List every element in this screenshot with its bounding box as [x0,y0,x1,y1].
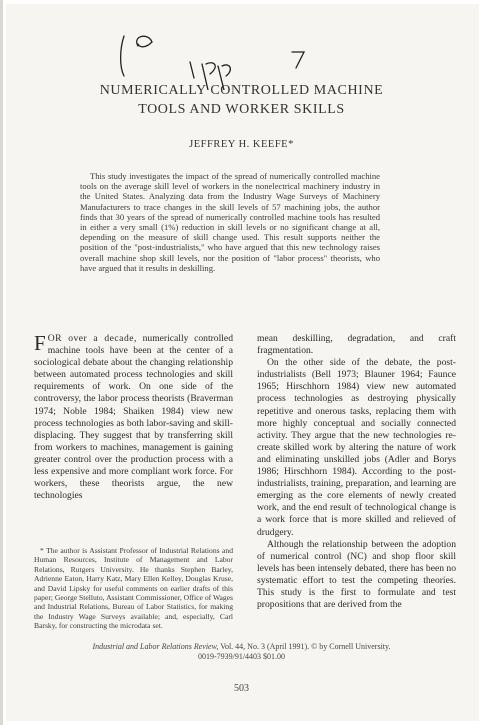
right-paragraph-3: Although the relationship between the adoption of numerical control (NC) and shop floor skill levels has been intensely debated, there has been no systematic effort to test the competing theories. This study is the first to formulate and test propositions that are derived from the [257,538,456,611]
page-number: 503 [234,683,249,694]
left-paragraph-text: numerically controlled machine tools have been at the center of a sociological debate about the changing relationship between automated process technologies and skill requirements of work. On one side of the controversy, the labor process theorists (Braverman 1974; Noble 1984; Shaiken 1984) view new process technologies as both labor-saving and skill-displacing. They suggest that by transferring skill from workers to machines, management is gaining greater control over the production process with a less expensive and more compliant work force. For workers, these theorists argue, the new technologies [34,333,233,502]
citation-volume: Vol. 44, No. 3 (April 1991). © by Cornell University. [220,642,391,651]
citation-line-2: 0019-7939/91/4403 $01.00 [197,652,286,661]
right-paragraph-2: On the other side of the debate, the post-industrialists (Bell 1973; Blauner 1964; Faunce 1965; Hirschhorn 1984) view new automated process technologies as destroying physically repetitive and onerous tasks, replacing them with more highly conceptual and socially connected activity. They argue that the new technologies re-create skilled work by altering the nature of work and eliminating unskilled jobs (Adler and Borys 1986; Hirschhorn 1984). According to the post-industrialists, training, preparation, and learning are emerging as the core elements of newly created work, and the end result of technological change is a work force that is more skilled and relieved of drudgery. [257,357,456,538]
drop-cap: F [34,331,46,355]
abstract-text: This study investigates the impact of the spread of numerically controlled machine tools on the average skill level of workers in the nonelectrical machinery industry in the United States. Analyzing data from the Industry Wage Surveys of Machinery Manufacturers to trace changes in the skill levels of 57 machining jobs, the author finds that 30 years of the spread of numerically controlled machine tools has resulted in either a very small (1%) reduction in skill levels or no significant change at all, depending on the measure of skill change used. This result supports neither the position of the "post-industrialists," who have argued that this new technology raises overall machine shop skill levels, nor the position of "labor process" theorists, who have argued that it results in deskilling. [80,171,380,273]
lead-in: OR over a decade, [47,333,137,344]
footnote-text: * The author is Assistant Professor of Industrial Relations and Human Resources, Institute of Management and Labor Relations, Rutgers University. He thanks Stephen Barley, Adrienne Eaton, Harry Katz, Mary Ellen Kelley, Douglas Kruse, and David Lipsky for useful comments on earlier drafts of this paper; George Stelluto, Assistant Commissioner, Office of Wages and Industrial Relations, Bureau of Labor Statistics, for making the Industry Wage Surveys available; and, especially, Carl Barsky, for constructing the microdata set. [34,546,233,631]
citation-line-1 [60,642,423,652]
article-title-line-1: NUMERICALLY CONTROLLED MACHINE [99,83,384,98]
abstract [80,171,380,273]
author-name: JEFFREY H. KEEFE* [189,139,294,150]
journal-citation [60,642,423,662]
right-paragraph-1: mean deskilling, degradation, and craft fragmentation. [257,333,456,357]
scan-edge [0,0,3,725]
body-column-right [257,333,456,611]
body-column-left [34,333,233,502]
article-title-line-2: TOOLS AND WORKER SKILLS [138,102,345,117]
author-footnote [34,546,233,631]
handwritten-annotation [110,18,310,90]
opening-paragraph [34,333,233,502]
journal-name: Industrial and Labor Relations Review, [92,642,219,651]
